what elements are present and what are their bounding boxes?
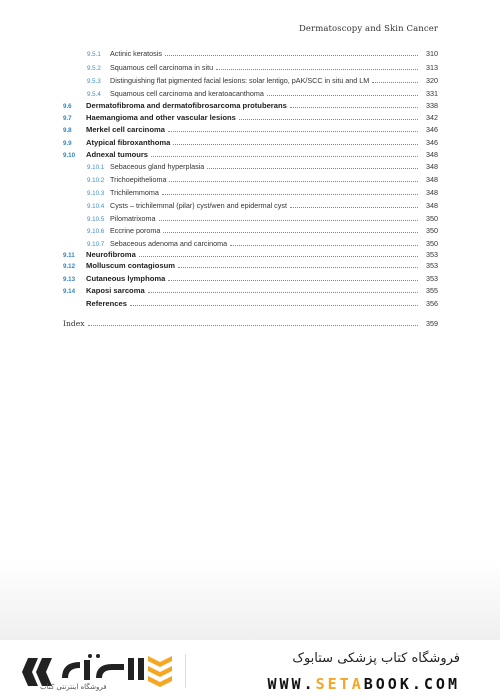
toc-entry-page: 342 (426, 112, 438, 122)
toc-entry-title: Trichoepithelioma (110, 175, 167, 184)
toc-entry-title: Neurofibroma (86, 249, 136, 259)
shop-name: فروشگاه کتاب پزشکی ستابوک (292, 651, 460, 666)
toc-leader-dots (173, 144, 418, 145)
shop-url-link[interactable] (268, 675, 461, 693)
toc-leader-dots (151, 156, 418, 157)
running-header: Dermatoscopy and Skin Cancer (298, 24, 438, 34)
toc-entry-title-line (110, 214, 420, 223)
toc-entry-page: 348 (426, 162, 438, 171)
toc-entry-page: 338 (426, 100, 438, 110)
toc-entry-title: Index (63, 319, 85, 328)
toc-entry-page: 348 (426, 188, 438, 197)
toc-entry[interactable] (0, 173, 500, 184)
toc-entry-page: 310 (426, 49, 438, 58)
toc-entry-title-line (110, 49, 420, 58)
toc-entry-page: 348 (426, 175, 438, 184)
toc-leader-dots (216, 69, 418, 70)
toc-entry[interactable] (0, 297, 500, 308)
toc-entry-title-line (86, 261, 420, 270)
toc-entry-title-line (110, 63, 420, 72)
toc-entry-page: 356 (426, 299, 438, 308)
toc-entry-title-line (110, 201, 420, 210)
toc-entry-page: 348 (426, 149, 438, 159)
toc-entry-title: Pilomatrixoma (110, 213, 156, 223)
toc-leader-dots (169, 181, 418, 182)
toc-leader-dots (139, 256, 418, 257)
toc-entry-title: Cutaneous lymphoma (86, 273, 166, 283)
toc-leader-dots (372, 82, 418, 83)
toc-entry-title-line (86, 138, 420, 147)
toc-entry-title: Molluscum contagiosum (86, 261, 176, 270)
toc-entry-title: Squamous cell carcinoma and keratoacanthoma (110, 89, 264, 98)
toc-entry-page: 353 (426, 249, 438, 259)
toc-leader-dots (162, 194, 418, 195)
logo-subtitle: فروشگاه اینترنتی کتاب (40, 683, 107, 691)
toc-entry-page: 353 (426, 261, 438, 270)
toc-entry-page: 350 (426, 226, 438, 235)
toc-entry-title-line (86, 113, 420, 122)
toc-entry-number: 9.10.1 (87, 164, 105, 171)
toc-entry[interactable] (0, 61, 500, 72)
toc-leader-dots (168, 131, 418, 132)
toc-entry[interactable] (0, 248, 500, 259)
toc-entry-title: Sebaceous gland hyperplasia (110, 162, 205, 171)
toc-entry-page: 353 (426, 273, 438, 283)
toc-entry[interactable] (0, 111, 500, 122)
toc-entry[interactable] (0, 224, 500, 235)
toc-entry-title-line (63, 319, 420, 328)
toc-entry[interactable] (0, 99, 500, 110)
toc-entry-number: 9.10 (63, 151, 76, 159)
toc-entry-number: 9.11 (63, 251, 75, 259)
toc-entry-title-line (110, 162, 420, 171)
toc-entry-number: 9.10.5 (87, 215, 105, 223)
toc-entry[interactable] (0, 186, 500, 197)
toc-entry-title-line (86, 286, 420, 295)
toc-entry-title: Distinguishing flat pigmented facial lesions: solar lentigo, pAK/SCC in situ and LM (110, 75, 370, 85)
toc-entry[interactable] (0, 272, 500, 283)
toc-entry-title-line (86, 250, 420, 259)
toc-entry-number: 9.10.2 (87, 177, 105, 184)
toc-entry-number: 9.5.1 (87, 51, 101, 58)
footer-divider (185, 654, 186, 688)
toc-entry[interactable] (0, 212, 500, 223)
toc-entry-title-line (110, 89, 420, 98)
toc-entry-page: 348 (426, 201, 438, 210)
toc-entry-title: Trichilemmoma (110, 188, 159, 197)
toc-entry-title-line (110, 76, 420, 85)
toc-entry-title: Kaposi sarcoma (86, 286, 145, 295)
toc-entry-number: 9.6 (63, 102, 72, 110)
toc-entry-number: 9.9 (63, 140, 72, 147)
toc-leader-dots (267, 95, 418, 96)
toc-entry-title: Merkel cell carcinoma (86, 125, 165, 134)
toc-entry-page: 346 (426, 125, 438, 134)
toc-entry-number: 9.10.6 (87, 228, 105, 235)
toc-leader-dots (230, 245, 418, 246)
toc-entry-title: Haemangioma and other vascular lesions (86, 112, 236, 122)
toc-entry[interactable] (0, 160, 500, 171)
toc-entry-number: 9.14 (63, 288, 76, 295)
toc-entry-title-line (110, 188, 420, 197)
toc-entry[interactable] (0, 123, 500, 134)
toc-entry-title: Sebaceous adenoma and carcinoma (110, 239, 228, 248)
url-suffix: BOOK.COM (363, 675, 460, 693)
toc-entry-page: 313 (426, 62, 438, 72)
toc-entry-page: 359 (426, 319, 438, 328)
toc-entry-title: References (86, 299, 127, 308)
toc-entry-page: 346 (426, 138, 438, 147)
toc-leader-dots (290, 207, 418, 208)
toc-entry-number: 9.13 (63, 275, 76, 283)
toc-entry[interactable] (0, 148, 500, 159)
toc-entry-page: 350 (426, 213, 438, 223)
toc-leader-dots (148, 292, 418, 293)
toc-entry-title: Adnexal tumours (86, 149, 149, 159)
toc-entry-title-line (86, 125, 420, 134)
toc-entry-number: 9.8 (63, 127, 72, 134)
toc-entry[interactable] (0, 317, 500, 328)
toc-entry-title: Dermatofibroma and dermatofibrosarcoma protuberans (86, 100, 287, 110)
url-prefix: WWW. (267, 675, 316, 693)
toc-entry-number: 9.10.4 (87, 203, 105, 210)
toc-entry[interactable] (0, 237, 500, 248)
toc-entry-page: 320 (426, 75, 438, 85)
toc-entry-title: Actinic keratosis (110, 49, 162, 58)
toc-leader-dots (178, 267, 418, 268)
toc-entry[interactable] (0, 47, 500, 58)
toc-leader-dots (168, 280, 418, 281)
toc-entry-title-line (86, 274, 420, 283)
toc-entry[interactable] (0, 199, 500, 210)
toc-leader-dots (165, 55, 418, 56)
toc-leader-dots (88, 325, 418, 326)
toc-entry-number: 9.12 (63, 263, 76, 270)
toc-leader-dots (290, 107, 418, 108)
toc-entry-number: 9.10.3 (87, 190, 105, 197)
toc-entry-title: Atypical fibroxanthoma (86, 138, 171, 147)
toc-entry-title: Eccrine poroma (110, 226, 161, 235)
toc-entry-title-line (110, 175, 420, 184)
toc-leader-dots (159, 220, 418, 221)
toc-entry-title-line (110, 226, 420, 235)
toc-entry[interactable] (0, 259, 500, 270)
toc-entry[interactable] (0, 87, 500, 98)
book-stack-icon (145, 648, 175, 692)
toc-entry-title-line (86, 150, 420, 159)
toc-entry-number: 9.5.2 (87, 64, 101, 72)
toc-leader-dots (130, 305, 418, 306)
toc-entry-title-line (86, 299, 420, 308)
toc-entry-number: 9.7 (63, 114, 72, 122)
toc-entry-title-line (86, 101, 420, 110)
toc-leader-dots (207, 168, 418, 169)
toc-entry-title: Cysts – trichilemmal (pilar) cyst/wen and epidermal cyst (110, 201, 287, 210)
toc-entry-number: 9.5.3 (87, 77, 101, 85)
url-accent: SETA (315, 675, 364, 693)
toc-entry-page: 355 (426, 286, 438, 295)
toc-leader-dots (163, 232, 418, 233)
toc-entry-page: 350 (426, 239, 438, 248)
toc-entry-page: 331 (426, 89, 438, 98)
toc-entry[interactable] (0, 136, 500, 147)
toc-entry-number: 9.10.7 (87, 241, 105, 248)
toc-leader-dots (239, 119, 418, 120)
toc-entry[interactable] (0, 74, 500, 85)
toc-entry[interactable] (0, 284, 500, 295)
toc-entry-number: 9.5.4 (87, 91, 101, 98)
toc-entry-title: Squamous cell carcinoma in situ (110, 62, 214, 72)
